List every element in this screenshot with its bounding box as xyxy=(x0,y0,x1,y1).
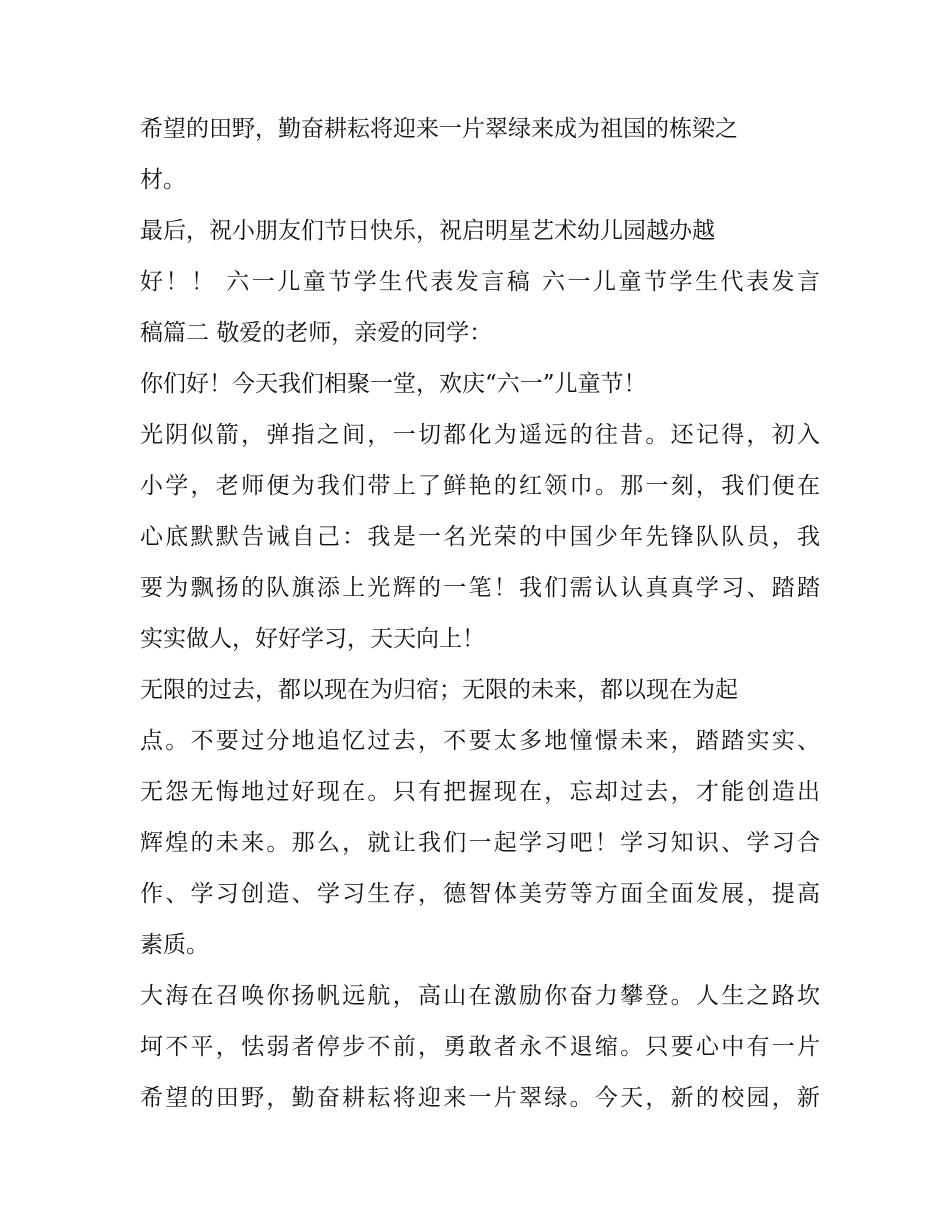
text-line: 素质。 xyxy=(140,932,209,958)
text-line: 要为飘扬的队旗添上光辉的一笔！我们需认认真真学习、踏踏 xyxy=(140,575,820,601)
text-line: 光阴似箭，弹指之间，一切都化为遥远的往昔。还记得，初入 xyxy=(140,422,820,448)
text-line: 坷不平，怯弱者停步不前，勇敢者永不退缩。只要心中有一片 xyxy=(140,1034,820,1060)
text-line: 大海在召唤你扬帆远航，高山在激励你奋力攀登。人生之路坎 xyxy=(140,983,820,1009)
text-line: 无怨无悔地过好现在。只有把握现在，忘却过去，才能创造出 xyxy=(140,779,820,805)
text-line: 辉煌的未来。那么，就让我们一起学习吧！学习知识、学习合 xyxy=(140,830,820,856)
text-line: 最后，祝小朋友们节日快乐，祝启明星艺术幼儿园越办越 xyxy=(140,218,715,244)
text-line: 无限的过去，都以现在为归宿；无限的未来，都以现在为起 xyxy=(140,677,738,703)
text-line: 稿篇二 敬爱的老师，亲爱的同学： xyxy=(140,320,493,346)
document-body xyxy=(140,104,820,1124)
text-line: 点。不要过分地追忆过去，不要太多地憧憬未来，踏踏实实、 xyxy=(140,728,820,754)
text-line: 心底默默告诫自己：我是一名光荣的中国少年先锋队队员，我 xyxy=(140,524,820,550)
text-line: 小学，老师便为我们带上了鲜艳的红领巾。那一刻，我们便在 xyxy=(140,473,820,499)
text-line: 希望的田野，勤奋耕耘将迎来一片翠绿。今天，新的校园，新 xyxy=(140,1085,820,1111)
text-line: 好！！ 六一儿童节学生代表发言稿 六一儿童节学生代表发言 xyxy=(140,269,820,295)
text-line: 实实做人，好好学习，天天向上！ xyxy=(140,626,485,652)
text-line: 材。 xyxy=(140,167,186,193)
text-line: 希望的田野，勤奋耕耘将迎来一片翠绿来成为祖国的栋梁之 xyxy=(140,116,738,142)
text-line: 作、学习创造、学习生存，德智体美劳等方面全面发展，提高 xyxy=(140,881,820,907)
text-line: 你们好！今天我们相聚一堂，欢庆“六一”儿童节！ xyxy=(140,371,647,397)
